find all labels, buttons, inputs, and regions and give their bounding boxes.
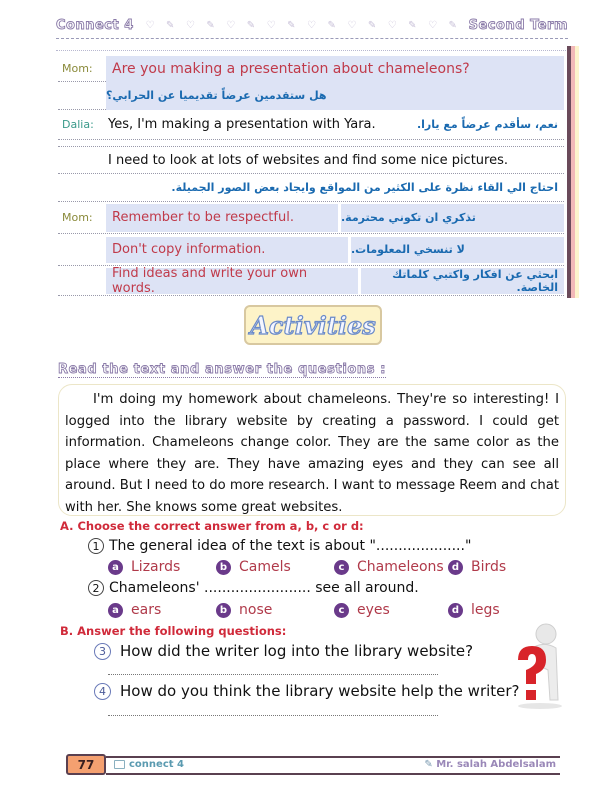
book-title: Connect 4 [56,17,134,33]
option-letter-icon: c [334,603,349,618]
option-label: Camels [239,559,291,575]
activities-banner [244,305,382,345]
heart-icon: ♡ [428,19,438,31]
dialogue-row [58,234,564,266]
pencil-icon: ✎ [287,19,296,31]
pencil-icon: ✎ [206,19,215,31]
question-text: How did the writer log into the library website? [120,642,474,660]
pencil-icon: ✎ [327,19,336,31]
dialogue-row [58,146,564,174]
dialogue-row [58,202,564,234]
option-d[interactable] [448,602,500,618]
footer-book [114,759,184,770]
option-label: Lizards [131,559,181,575]
pencil-icon: ✎ [246,19,256,31]
question-number: 3 [94,643,111,660]
english-line: Yes, I'm making a presentation with Yara. [108,117,376,132]
reading-passage [58,384,566,516]
option-letter-icon: c [334,560,349,575]
question-1 [88,538,471,554]
footer-divider [106,773,560,775]
arabic-line: نعم، سأقدم عرضاً مع يارا. [416,118,558,131]
question-4 [94,682,520,700]
heart-icon: ♡ [226,19,236,31]
arabic-line: ابحثي عن افكار واكتبي كلماتك الخاصة. [361,268,564,294]
pencil-icon: ✎ [448,19,457,31]
header-decoration [140,19,463,31]
question-1-options [108,559,548,575]
section-b-heading: B. Answer the following questions: [60,624,287,638]
option-d[interactable] [448,559,506,575]
section-a-heading: A. Choose the correct answer from a, b, c or d: [60,519,364,533]
footer-book-title: connect 4 [129,759,184,770]
header-divider [56,38,568,39]
option-label: Chameleons [357,559,444,575]
footer-divider [106,756,560,758]
activities-title: Activities [250,310,376,340]
author-name: Mr. salah Abdelsalam [436,759,556,770]
answer-line[interactable] [108,674,438,675]
option-c[interactable] [334,602,448,618]
question-2 [88,580,419,596]
page-footer [66,756,560,775]
question-number: 1 [88,538,104,554]
pencil-icon: ✎ [408,19,417,31]
option-label: Birds [471,559,507,575]
question-2-options [108,602,548,618]
speaker-label: Mom: [62,62,93,75]
option-label: legs [471,602,500,618]
page-border-bar [575,46,579,298]
english-line: Remember to be respectful. [106,204,338,232]
page-header [56,14,568,36]
arabic-line: احتاج الي القاء نظرة على الكثير من المواقع وايجاد بعض الصور الجميلة. [171,181,558,194]
book-icon [114,760,125,769]
option-letter-icon: d [448,603,463,618]
dialogue-row [58,266,564,296]
arabic-line: هل ستقدمين عرضاً تقديميا عن الحرابي؟ [106,82,564,110]
thinking-figure-icon [510,620,564,712]
heart-icon: ♡ [306,19,316,31]
speaker-label: Dalia: [62,118,94,131]
arabic-line: لا تنسخي المعلومات. [351,237,564,263]
option-label: eyes [357,602,390,618]
dialogue-row [58,174,564,202]
heart-icon: ♡ [145,19,155,31]
instruction-heading: Read the text and answer the questions : [58,362,387,377]
dialogue-row [58,110,564,140]
english-line: Don't copy information. [106,237,348,263]
question-text: Chameleons' ........................ see all around. [109,580,419,596]
option-letter-icon: a [108,560,123,575]
option-b[interactable] [216,602,334,618]
heart-icon: ♡ [185,19,195,31]
heart-icon: ♡ [266,19,276,31]
option-c[interactable] [334,559,448,575]
dialogue-row [58,56,564,82]
option-letter-icon: b [216,603,231,618]
header-divider-dotted [56,50,568,51]
question-text: How do you think the library website help the writer? [120,682,520,700]
option-b[interactable] [216,559,334,575]
speaker-label: Mom: [62,211,93,224]
dialogue-row [58,82,564,110]
arabic-line: تذكري ان تكوني محترمة. [341,204,564,232]
footer-author [424,759,556,770]
question-number: 2 [88,580,104,596]
pencil-icon: ✎ [367,19,377,31]
passage-text: I'm doing my homework about chameleons. They're so interesting! I logged into the library website by creating a password. I could get information. Chameleons change color. They are the same color as the place where they are. They have amazing eyes and they can see all around. But I need to do more research. I want to message Reem and chat with her. She knows some great websites. [65,392,559,515]
option-letter-icon: a [108,603,123,618]
option-label: ears [131,602,162,618]
option-letter-icon: b [216,560,231,575]
english-line: Find ideas and write your own words. [106,268,358,294]
option-a[interactable] [108,602,216,618]
heart-icon: ♡ [387,19,397,31]
dialogue-table [58,56,564,296]
question-3 [94,642,473,660]
english-line: Are you making a presentation about chameleons? [106,56,564,82]
pen-icon: ✎ [424,759,437,770]
heart-icon: ♡ [347,19,357,31]
question-text: The general idea of the text is about "...................." [109,538,472,554]
answer-line[interactable] [108,715,438,716]
english-line: I need to look at lots of websites and find some nice pictures. [108,152,509,168]
page-number: 77 [66,754,106,775]
pencil-icon: ✎ [166,19,175,31]
option-a[interactable] [108,559,216,575]
option-letter-icon: d [448,560,463,575]
option-label: nose [239,602,273,618]
term-title: Second Term [468,17,568,33]
question-number: 4 [94,683,111,700]
